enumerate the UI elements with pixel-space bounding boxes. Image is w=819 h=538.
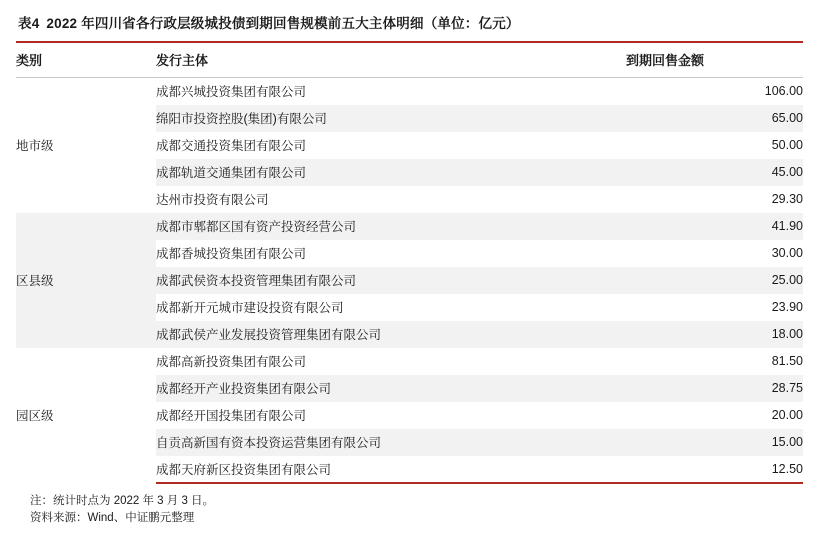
table-footnotes	[16, 493, 803, 529]
table-header	[16, 42, 803, 78]
amount-value: 25.00	[626, 267, 803, 294]
table-body	[16, 78, 803, 483]
amount-value: 50.00	[771, 138, 803, 152]
column-header-type: 类别	[16, 42, 156, 78]
entity-name: 成都高新投资集团有限公司	[156, 355, 307, 369]
table-row	[16, 78, 803, 105]
table-caption-label: 表4	[18, 16, 40, 31]
amount-value: 28.75	[626, 375, 803, 402]
footnote-source: 资料来源：Wind、中证鹏元整理	[30, 512, 195, 525]
entity-name: 绵阳市投资控股(集团)有限公司	[156, 105, 626, 132]
entity-name: 成都轨道交通集团有限公司	[156, 159, 626, 186]
footnote-note: 注：统计时点为 2022 年 3 月 3 日。	[30, 494, 215, 507]
entity-name: 自贡高新国有资本投资运营集团有限公司	[156, 429, 626, 456]
group-label-district: 区县级	[16, 213, 156, 348]
amount-value: 41.90	[626, 213, 803, 240]
amount-value: 12.50	[626, 456, 803, 483]
entity-name: 成都武侯资本投资管理集团有限公司	[156, 267, 626, 294]
amount-value: 106.00	[764, 84, 803, 99]
amount-value: 29.30	[771, 192, 803, 206]
entity-name: 成都新开元城市建设投资有限公司	[156, 301, 344, 315]
amount-value: 45.00	[626, 159, 803, 186]
amount-value: 15.00	[626, 429, 803, 456]
city-investment-bond-table	[16, 41, 803, 484]
column-header-amount: 到期回售金额	[626, 42, 803, 78]
entity-name: 成都兴城投资集团有限公司	[156, 85, 307, 100]
entity-name: 成都武侯产业发展投资管理集团有限公司	[156, 321, 626, 348]
table-row	[16, 348, 803, 375]
entity-name: 成都天府新区投资集团有限公司	[156, 456, 626, 483]
entity-name: 成都经开国投集团有限公司	[156, 409, 307, 423]
column-header-entity: 发行主体	[156, 42, 626, 78]
table-caption	[16, 12, 803, 32]
amount-value: 20.00	[771, 408, 803, 422]
entity-name: 成都香城投资集团有限公司	[156, 247, 307, 261]
table-row	[16, 213, 803, 240]
group-label-prefecture: 地市级	[16, 139, 54, 154]
amount-value: 81.50	[771, 354, 803, 368]
entity-name: 达州市投资有限公司	[156, 193, 269, 207]
table-header-row	[16, 42, 803, 78]
group-label-park: 园区级	[16, 409, 54, 423]
amount-value: 23.90	[771, 300, 803, 314]
entity-name: 成都经开产业投资集团有限公司	[156, 375, 626, 402]
entity-name: 成都交通投资集团有限公司	[156, 139, 307, 153]
amount-value: 18.00	[626, 321, 803, 348]
table-caption-text: 2022 年四川省各行政层级城投债到期回售规模前五大主体明细（单位：亿元）	[46, 16, 520, 31]
entity-name: 成都市郫都区国有资产投资经营公司	[156, 213, 626, 240]
amount-value: 65.00	[626, 105, 803, 132]
amount-value: 30.00	[771, 246, 803, 260]
